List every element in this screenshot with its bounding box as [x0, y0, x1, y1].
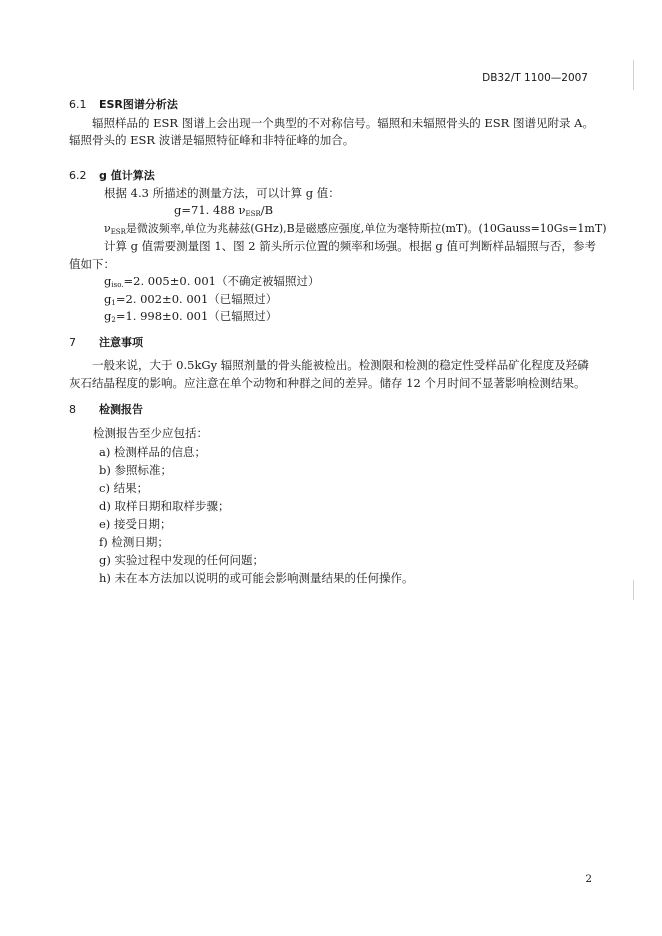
- g-symbol: g: [104, 292, 112, 306]
- g-value-text: =2. 005±0. 001（不确定被辐照过）: [123, 274, 320, 288]
- g-value-2: [104, 308, 277, 324]
- calc-paragraph-line-1: 计算 g 值需要测量图 1、图 2 箭头所示位置的频率和场强。根据 g 值可判断样品辐照与否，参考: [104, 239, 596, 253]
- g-value-1: [104, 291, 277, 307]
- standard-code: DB32/T 1100—2007: [482, 72, 588, 84]
- definition-subscript: ESR: [110, 228, 126, 236]
- list-item: c) 结果；: [99, 481, 149, 495]
- g-value-text: =1. 998±0. 001（已辐照过）: [115, 309, 278, 323]
- formula-definition: [104, 220, 606, 236]
- list-item: b) 参照标准；: [99, 463, 173, 477]
- g-symbol: g: [104, 309, 112, 323]
- calc-paragraph-line-2: 值如下：: [69, 257, 115, 271]
- section-number: 6.2: [69, 169, 87, 182]
- g-value-iso: [104, 273, 319, 289]
- section-7-heading: [69, 334, 143, 350]
- section-8-heading: [69, 401, 143, 417]
- scan-edge-mark: [633, 60, 634, 90]
- g-value-text: =2. 002±0. 001（已辐照过）: [115, 292, 278, 306]
- g-subscript: 2: [111, 316, 116, 324]
- section-7-paragraph-line-2: 灰石结晶程度的影响。应注意在单个动物和种群之间的差异。储存 12 个月时间不显著影响检测结果。: [69, 376, 586, 390]
- section-6-1-heading: [69, 96, 178, 112]
- list-item: d) 取样日期和取样步骤；: [99, 499, 230, 513]
- formula-subscript: ESR: [245, 210, 261, 218]
- section-6-1-paragraph-line-1: 辐照样品的 ESR 图谱上会出现一个典型的不对称信号。辐照和未辐照骨头的 ESR 图谱见附录 A。: [92, 116, 594, 130]
- page-number: 2: [585, 873, 592, 885]
- formula-rhs: /B: [260, 203, 274, 217]
- section-number: 8: [69, 403, 76, 416]
- list-item: g) 实验过程中发现的任何问题；: [99, 553, 265, 567]
- g-symbol: g: [104, 274, 112, 288]
- g-subscript: 1: [111, 299, 116, 307]
- g-subscript: iso.: [111, 281, 124, 289]
- definition-text: 是微波频率,单位为兆赫兹(GHz),B是磁感应强度,单位为毫特斯拉(mT)。(10Gauss=10Gs=1mT): [125, 222, 607, 235]
- g-value-formula: [174, 203, 273, 218]
- section-number: 6.1: [69, 98, 87, 111]
- section-title: g 值计算法: [99, 169, 155, 182]
- section-6-2-intro: 根据 4.3 所描述的测量方法，可以计算 g 值：: [104, 186, 340, 200]
- list-item: a) 检测样品的信息；: [99, 445, 206, 459]
- section-title: ESR图谱分析法: [99, 98, 178, 111]
- section-8-intro: 检测报告至少应包括：: [93, 426, 208, 440]
- list-item: h) 未在本方法加以说明的或可能会影响测量结果的任何操作。: [99, 571, 414, 585]
- formula-lhs: g=71. 488 ν: [174, 203, 246, 217]
- section-6-2-heading: [69, 167, 155, 183]
- report-items-list: [99, 443, 414, 587]
- scan-edge-mark: [633, 580, 634, 600]
- section-7-paragraph-line-1: 一般来说，大于 0.5kGy 辐照剂量的骨头能被检出。检测限和检测的稳定性受样品矿化程度及羟磷: [92, 358, 589, 372]
- list-item: e) 接受日期；: [99, 517, 172, 531]
- section-6-1-paragraph-line-2: 辐照骨头的 ESR 波谱是辐照特征峰和非特征峰的加合。: [69, 133, 355, 147]
- section-title: 注意事项: [99, 336, 143, 349]
- section-title: 检测报告: [99, 403, 143, 416]
- definition-symbol: ν: [104, 222, 111, 235]
- section-number: 7: [69, 336, 76, 349]
- list-item: f) 检测日期；: [99, 535, 169, 549]
